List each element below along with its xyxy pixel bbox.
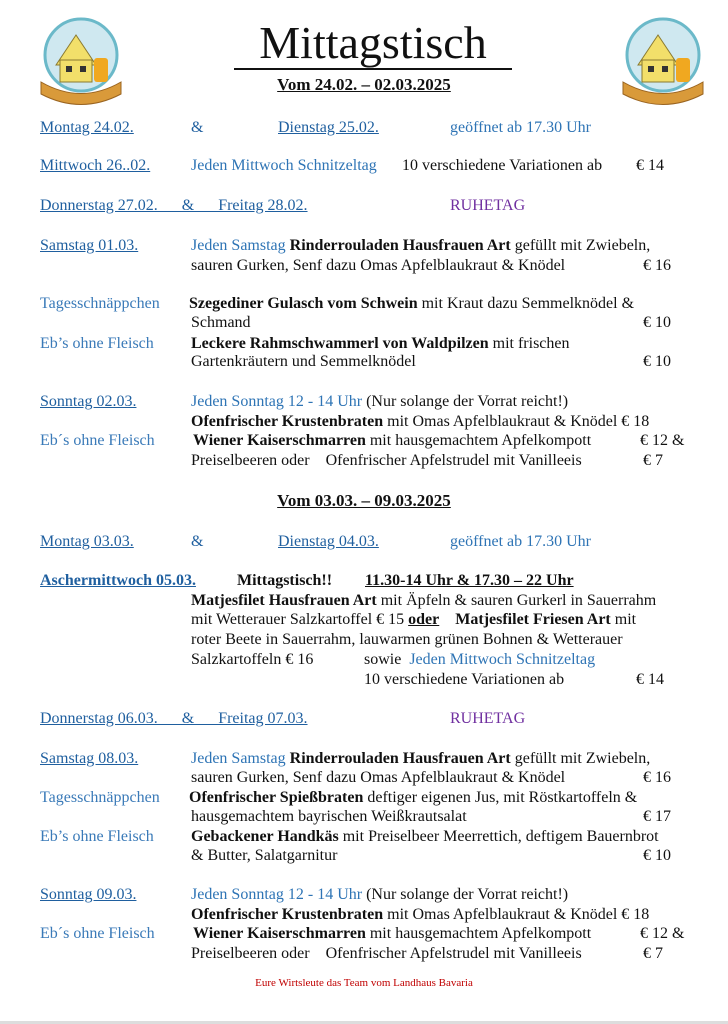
ash-dish-2 xyxy=(191,610,636,630)
dish-name: Ofenfrischer Spießbraten xyxy=(189,789,364,806)
price: € 12 & xyxy=(640,925,685,942)
dish-desc: mit Omas Apfelblaukraut & Knödel € 18 xyxy=(383,906,650,923)
schnitzel-special: Jeden Mittwoch Schnitzeltag xyxy=(409,651,596,668)
dish-name: Leckere Rahmschwammerl von Waldpilzen xyxy=(191,335,489,352)
dish-desc: Salzkartoffeln € 16 xyxy=(191,651,314,668)
price: € 17 xyxy=(643,808,671,825)
page-title: Mittagstisch xyxy=(234,18,512,70)
daily-deal-dish xyxy=(189,788,637,808)
saturday-prefix: Jeden Samstag xyxy=(191,237,286,254)
closed-label: RUHETAG xyxy=(450,197,526,214)
daily-deal-dish xyxy=(189,294,634,314)
dish-name: Ofenfrischer Krustenbraten xyxy=(191,413,384,430)
lunch-label: Mittagstisch!! xyxy=(237,572,333,589)
ash-dish-1 xyxy=(191,591,656,611)
dish-desc: mit xyxy=(610,611,637,628)
dish-desc: & Butter, Salatgarnitur xyxy=(191,847,338,864)
day-wednesday[interactable]: Mittwoch 26..02. xyxy=(40,157,151,174)
sunday-note: (Nur solange der Vorrat reicht!) xyxy=(362,886,569,903)
or-label: oder xyxy=(408,611,440,628)
landhaus-bavaria-logo-right xyxy=(618,10,708,110)
lunch-hours: 11.30-14 Uhr & 17.30 – 22 Uhr xyxy=(365,572,574,589)
day-ash-wednesday[interactable]: Aschermittwoch 05.03. xyxy=(40,572,196,589)
also-label: sowie xyxy=(364,651,406,668)
schnitzel-note xyxy=(364,650,595,670)
dish-desc: sauren Gurken, Senf dazu Omas Apfelblaukraut & Knödel xyxy=(191,769,566,786)
dish-desc: mit frischen xyxy=(488,335,570,352)
schnitzel-special: Jeden Mittwoch Schnitzeltag xyxy=(191,157,377,174)
sunday-veg-dish xyxy=(193,924,591,944)
dish-desc: deftiger eigenen Jus, mit Röstkartoffeln & xyxy=(363,789,638,806)
sunday-hours xyxy=(191,885,568,905)
day-sunday[interactable]: Sonntag 09.03. xyxy=(40,886,137,903)
price: € 14 xyxy=(636,157,664,174)
day-monday[interactable]: Montag 24.02. xyxy=(40,119,134,136)
dish-desc: mit hausgemachtem Apfelkompott xyxy=(365,432,592,449)
saturday-dish xyxy=(191,236,650,256)
day-thursday-friday[interactable]: Donnerstag 27.02. & Freitag 28.02. xyxy=(40,197,308,214)
day-tuesday[interactable]: Dienstag 25.02. xyxy=(278,119,379,136)
saturday-prefix: Jeden Samstag xyxy=(191,750,286,767)
sunday-dish xyxy=(191,905,649,925)
dish-name: Matjesfilet Friesen Art xyxy=(455,611,611,628)
dish-name: Rinderrouladen Hausfrauen Art xyxy=(289,237,511,254)
day-monday[interactable]: Montag 03.03. xyxy=(40,533,134,550)
sunday-veg-dish xyxy=(193,431,591,451)
dish-desc: mit Preiselbeer Meerrettich, deftigem Bauernbrot xyxy=(338,828,659,845)
dish-desc: gefüllt mit Zwiebeln, xyxy=(510,237,651,254)
price: € 10 xyxy=(643,353,671,370)
dish-name: Szegediner Gulasch vom Schwein xyxy=(189,295,418,312)
day-thursday-friday[interactable]: Donnerstag 06.03. & Freitag 07.03. xyxy=(40,710,308,727)
price: € 7 xyxy=(643,945,663,962)
price: € 14 xyxy=(636,671,664,688)
sunday-prefix: Jeden Sonntag 12 - 14 Uhr xyxy=(191,886,363,903)
dish-name: Gebackener Handkäs xyxy=(191,828,339,845)
dish-name: Rinderrouladen Hausfrauen Art xyxy=(289,750,511,767)
dish-desc: Preiselbeeren oder Ofenfrischer Apfelstrudel mit Vanilleeis xyxy=(191,945,582,962)
vegetarian-label: Eb´s ohne Fleisch xyxy=(40,925,155,942)
schnitzel-desc: 10 verschiedene Variationen ab xyxy=(402,157,603,174)
dish-desc: Preiselbeeren oder Ofenfrischer Apfelstrudel mit Vanilleeis xyxy=(191,452,582,469)
ampersand: & xyxy=(191,533,204,550)
dish-desc: mit Wetterauer Salzkartoffel € 15 xyxy=(191,611,409,628)
price: € 10 xyxy=(643,847,671,864)
price: € 10 xyxy=(643,314,671,331)
opening-note: geöffnet ab 17.30 Uhr xyxy=(450,533,591,550)
vegetarian-label: Eb’s ohne Fleisch xyxy=(40,828,154,845)
day-saturday[interactable]: Samstag 01.03. xyxy=(40,237,139,254)
sunday-dish xyxy=(191,412,649,432)
ampersand: & xyxy=(191,119,204,136)
vegetarian-dish xyxy=(191,334,570,354)
week1-range: Vom 24.02. – 02.03.2025 xyxy=(277,75,451,94)
dish-desc: hausgemachtem bayrischen Weißkrautsalat xyxy=(191,808,467,825)
day-tuesday[interactable]: Dienstag 04.03. xyxy=(278,533,379,550)
day-sunday[interactable]: Sonntag 02.03. xyxy=(40,393,137,410)
vegetarian-label: Eb´s ohne Fleisch xyxy=(40,432,155,449)
dish-name: Matjesfilet Hausfrauen Art xyxy=(191,592,377,609)
opening-note: geöffnet ab 17.30 Uhr xyxy=(450,119,591,136)
week2-range: Vom 03.03. – 09.03.2025 xyxy=(277,491,451,510)
sunday-prefix: Jeden Sonntag 12 - 14 Uhr xyxy=(191,393,363,410)
dish-desc: mit hausgemachtem Apfelkompott xyxy=(365,925,592,942)
footer-signature: Eure Wirtsleute das Team vom Landhaus Bavaria xyxy=(255,977,473,989)
price: € 7 xyxy=(643,452,663,469)
dish-desc: gefüllt mit Zwiebeln, xyxy=(510,750,651,767)
daily-deal-label: Tagesschnäppchen xyxy=(40,789,160,806)
dish-desc: roter Beete in Sauerrahm, lauwarmen grünen Bohnen & Wetterauer xyxy=(191,631,623,648)
price: € 16 xyxy=(643,769,671,786)
dish-name: Ofenfrischer Krustenbraten xyxy=(191,906,384,923)
price: € 12 & xyxy=(640,432,685,449)
vegetarian-label: Eb’s ohne Fleisch xyxy=(40,335,154,352)
dish-name: Wiener Kaiserschmarren xyxy=(193,432,366,449)
dish-desc: sauren Gurken, Senf dazu Omas Apfelblaukraut & Knödel xyxy=(191,257,566,274)
dish-desc: mit Äpfeln & sauren Gurkerl in Sauerrahm xyxy=(376,592,657,609)
day-saturday[interactable]: Samstag 08.03. xyxy=(40,750,139,767)
dish-name: Wiener Kaiserschmarren xyxy=(193,925,366,942)
schnitzel-desc: 10 verschiedene Variationen ab xyxy=(364,671,565,688)
landhaus-bavaria-logo-left xyxy=(36,10,126,110)
dish-desc: mit Kraut dazu Semmelknödel & xyxy=(417,295,635,312)
sunday-note: (Nur solange der Vorrat reicht!) xyxy=(362,393,569,410)
sunday-hours xyxy=(191,392,568,412)
saturday-dish xyxy=(191,749,650,769)
price: € 16 xyxy=(643,257,671,274)
closed-label: RUHETAG xyxy=(450,710,526,727)
daily-deal-label: Tagesschnäppchen xyxy=(40,295,160,312)
dish-desc: Gartenkräutern und Semmelknödel xyxy=(191,353,416,370)
dish-desc: Schmand xyxy=(191,314,251,331)
vegetarian-dish xyxy=(191,827,659,847)
dish-desc: mit Omas Apfelblaukraut & Knödel € 18 xyxy=(383,413,650,430)
